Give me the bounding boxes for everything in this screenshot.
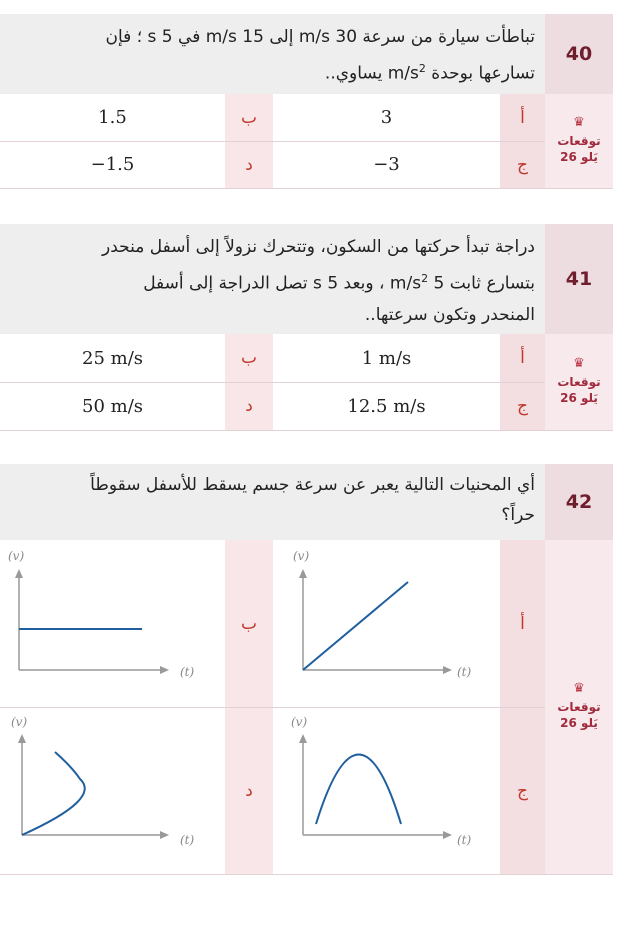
row-divider bbox=[0, 141, 545, 142]
question-40-number: 40 bbox=[545, 14, 613, 94]
q40-text-part: يساوي.. bbox=[324, 63, 388, 84]
row-divider bbox=[0, 430, 613, 431]
x-axis-label: (t) bbox=[180, 665, 195, 679]
option-letter-c: ج bbox=[500, 141, 545, 188]
option-b-value[interactable]: 1.5 bbox=[98, 107, 127, 128]
y-axis-arrow bbox=[299, 569, 307, 578]
question-42-number: 42 bbox=[545, 464, 613, 540]
q41-superscript: 2 bbox=[421, 272, 429, 285]
graph-option-b[interactable] bbox=[0, 540, 225, 707]
side-label-41 bbox=[545, 334, 613, 430]
crown-icon: ♛ bbox=[573, 115, 585, 130]
option-letter-a: أ bbox=[500, 540, 545, 707]
q41-text-part: بتسارع ثابت 5 m/s bbox=[389, 273, 535, 294]
option-letter-b: ب bbox=[225, 334, 273, 382]
option-c-value[interactable]: −3 bbox=[373, 154, 400, 175]
option-c-value[interactable]: 12.5 m/s bbox=[347, 395, 426, 417]
option-letter-c: ج bbox=[500, 382, 545, 430]
option-letter-d: د bbox=[225, 141, 273, 188]
side-label-line-2: يَلو 26 bbox=[560, 716, 598, 730]
x-axis-arrow bbox=[443, 831, 452, 839]
option-d-value[interactable]: −1.5 bbox=[90, 154, 135, 175]
question-40-text bbox=[0, 14, 545, 94]
velocity-curve bbox=[303, 582, 408, 670]
q41-text-part: ، وبعد 5 s تصل الدراجة إلى أسفل bbox=[143, 273, 390, 294]
option-letter-d: د bbox=[225, 707, 273, 874]
graph-option-a[interactable] bbox=[273, 540, 500, 707]
y-axis-label: (v) bbox=[11, 715, 28, 729]
y-axis-label: (v) bbox=[8, 549, 25, 563]
x-axis-arrow bbox=[443, 666, 452, 674]
row-divider bbox=[0, 188, 613, 189]
option-letter-c: ج bbox=[500, 707, 545, 874]
q40-text-part: تسارعها بوحدة m/s bbox=[387, 63, 535, 84]
x-axis-arrow bbox=[160, 831, 169, 839]
row-divider bbox=[0, 382, 545, 383]
y-axis-arrow bbox=[15, 569, 23, 578]
graph-option-c[interactable] bbox=[273, 707, 500, 874]
option-letter-d: د bbox=[225, 382, 273, 430]
velocity-curve bbox=[22, 752, 85, 835]
side-label-line-1: توقعات bbox=[557, 375, 601, 389]
question-41-number: 41 bbox=[545, 224, 613, 334]
x-axis-label: (t) bbox=[457, 665, 472, 679]
question-41-text bbox=[0, 224, 545, 334]
side-label-line-2: يَلو 26 bbox=[560, 391, 598, 405]
question-41-line-3: المنحدر وتكون سرعتها.. bbox=[364, 304, 535, 325]
row-divider bbox=[0, 874, 613, 875]
option-b-value[interactable]: 25 m/s bbox=[82, 347, 143, 369]
crown-icon: ♛ bbox=[573, 356, 585, 371]
question-41-line-2 bbox=[8, 263, 535, 300]
option-d-value[interactable]: 50 m/s bbox=[82, 395, 143, 417]
x-axis-arrow bbox=[160, 666, 169, 674]
y-axis-label: (v) bbox=[293, 549, 310, 563]
option-letter-a: أ bbox=[500, 334, 545, 382]
side-label-line-2: يَلو 26 bbox=[560, 150, 598, 164]
question-42-text bbox=[0, 464, 545, 540]
question-42-line-2: حراً؟ bbox=[501, 505, 535, 525]
q40-superscript: 2 bbox=[418, 62, 426, 75]
velocity-curve bbox=[316, 755, 401, 825]
option-a-value[interactable]: 1 m/s bbox=[361, 347, 412, 369]
side-label-line-1: توقعات bbox=[557, 700, 601, 714]
x-axis-label: (t) bbox=[180, 833, 195, 847]
question-40-line-2 bbox=[8, 53, 535, 90]
option-letter-b: ب bbox=[225, 94, 273, 141]
option-letter-a: أ bbox=[500, 94, 545, 141]
y-axis-label: (v) bbox=[291, 715, 308, 729]
y-axis-arrow bbox=[18, 734, 26, 743]
question-42-line-1: أي المحنيات التالية يعبر عن سرعة جسم يسقط للأسفل سقوطاً bbox=[90, 475, 535, 495]
side-label-42 bbox=[545, 540, 613, 874]
question-40-line-1: تباطأت سيارة من سرعة 30 m/s إلى 15 m/s في 5 s ؛ فإن bbox=[105, 27, 535, 47]
graph-option-d[interactable] bbox=[0, 707, 225, 874]
y-axis-arrow bbox=[299, 734, 307, 743]
option-letter-b: ب bbox=[225, 540, 273, 707]
side-label-line-1: توقعات bbox=[557, 134, 601, 148]
crown-icon: ♛ bbox=[573, 681, 585, 696]
option-a-value[interactable]: 3 bbox=[380, 107, 393, 128]
side-label-40 bbox=[545, 94, 613, 188]
x-axis-label: (t) bbox=[457, 833, 472, 847]
question-41-line-1: دراجة تبدأ حركتها من السكون، وتتحرك نزولاً إلى أسفل منحدر bbox=[102, 237, 535, 257]
